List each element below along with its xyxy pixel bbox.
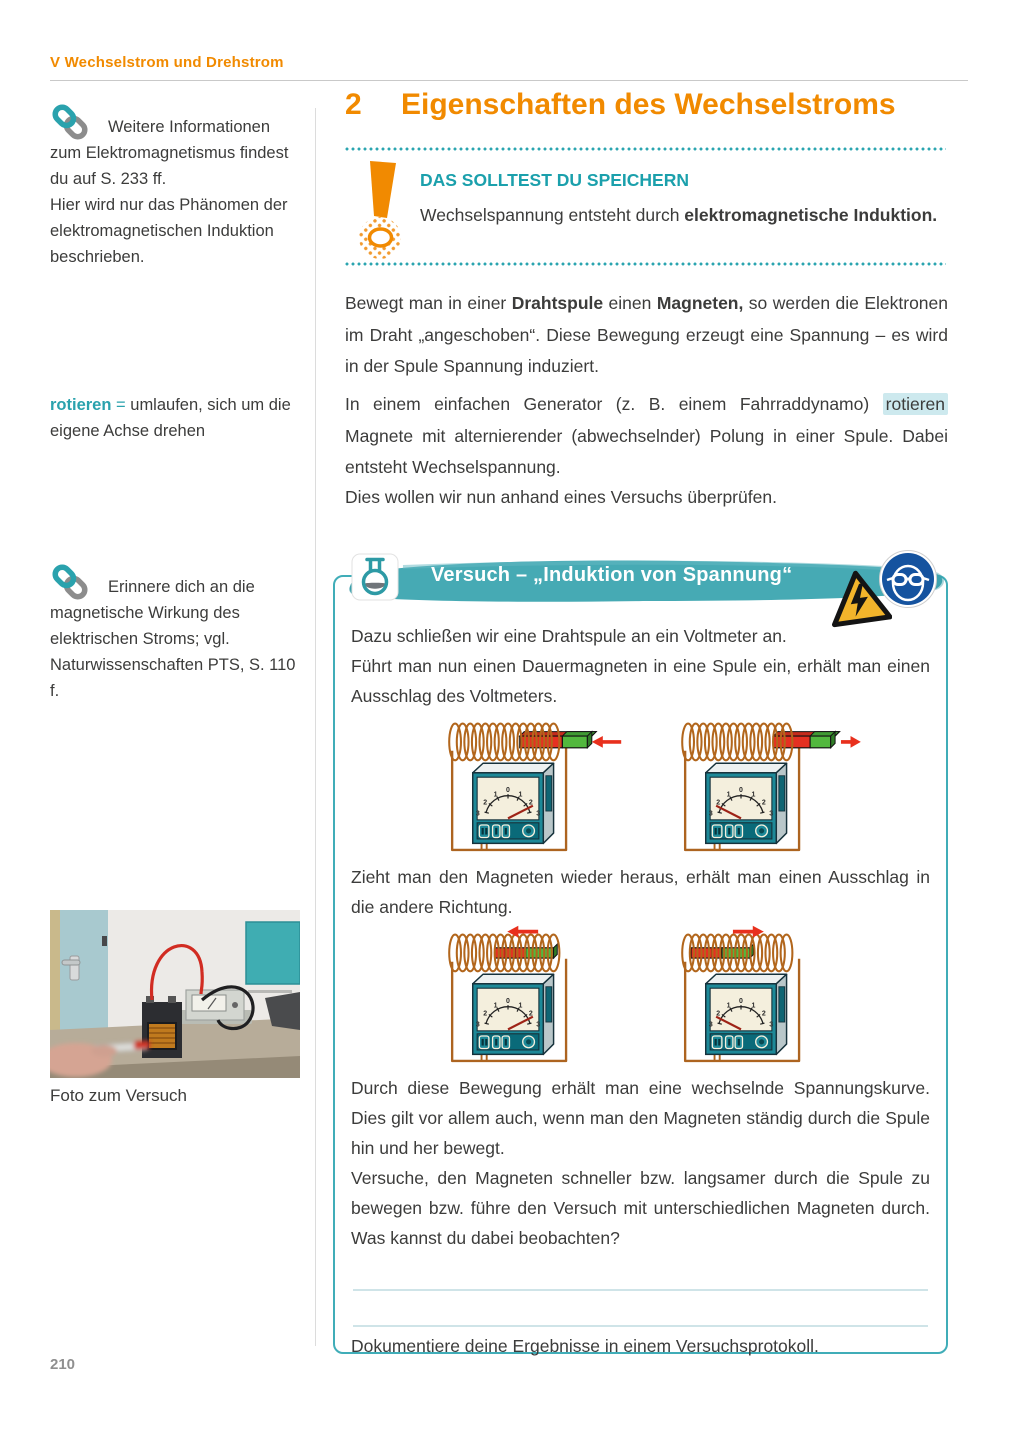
figure-magnet-move-right bbox=[670, 925, 862, 1072]
experiment-photo bbox=[50, 910, 300, 1078]
keyword-magnet: Magneten, bbox=[656, 293, 744, 313]
experiment-closing: Dokumentiere deine Ergebnisse in einem Versuchsprotokoll. bbox=[351, 1336, 819, 1356]
voltmeter bbox=[706, 974, 787, 1054]
body-text: Dies wollen wir nun anhand eines Versuchs überprüfen. bbox=[345, 487, 777, 507]
glossary-equals: = bbox=[116, 396, 126, 414]
safety-goggles-icon bbox=[878, 549, 938, 609]
voltmeter bbox=[473, 763, 554, 843]
margin-note-2 bbox=[50, 574, 296, 704]
figure-magnet-insert-left bbox=[437, 714, 629, 861]
voltmeter bbox=[473, 974, 554, 1054]
dotted-rule bbox=[345, 147, 946, 151]
body-text: Bewegt man in einer bbox=[345, 293, 512, 313]
glossary-note bbox=[50, 392, 296, 444]
body-text: so werden die Elektronen im Draht „angeschoben“. Diese Bewegung erzeugt eine Spannung – es wird in der Spule Spannung induziert. bbox=[345, 293, 949, 376]
experiment-step-3: Zieht man den Magneten wieder heraus, erhält man einen Ausschlag in die andere Richtung. bbox=[351, 867, 930, 917]
dotted-rule bbox=[345, 262, 946, 266]
body-text: einen bbox=[603, 293, 657, 313]
answer-line bbox=[353, 1259, 928, 1291]
keyword-drahtspule: Drahtspule bbox=[511, 293, 604, 313]
glossary-definition: umlaufen, sich um die eigene Achse drehen bbox=[50, 396, 291, 440]
paragraph-transition bbox=[345, 482, 948, 514]
figure-row-insert bbox=[437, 714, 930, 861]
column-divider bbox=[315, 108, 316, 1346]
section-heading bbox=[345, 88, 955, 122]
section-title: Eigenschaften des Wechselstroms bbox=[401, 88, 896, 121]
body-text: In einem einfachen Generator (z. B. einem Fahrraddynamo) bbox=[345, 394, 883, 414]
experiment-step-2: Führt man nun einen Dauermagneten in eine Spule ein, erhält man einen Ausschlag des Voltmeters. bbox=[351, 656, 930, 706]
body-text: Magnete mit alternierender (abwechselnder) Polung in einer Spule. Dabei entsteht Wechselspannung. bbox=[345, 425, 948, 477]
page-number: 210 bbox=[50, 1356, 76, 1373]
arrow-left bbox=[592, 736, 621, 748]
chapter-header: V Wechselstrom und Drehstrom bbox=[50, 54, 284, 71]
highlighted-term-rotieren: rotieren bbox=[883, 393, 948, 415]
section-number: 2 bbox=[345, 88, 362, 121]
experiment-box bbox=[333, 575, 948, 1354]
voltmeter bbox=[706, 763, 787, 843]
photo-caption: Foto zum Versuch bbox=[50, 1086, 188, 1105]
memo-body bbox=[420, 202, 948, 229]
margin-note-text: Hier wird nur das Phänomen der elektromagnetischen Induktion beschrieben. bbox=[50, 196, 288, 266]
paragraph-generator bbox=[345, 389, 948, 484]
door-frame bbox=[50, 910, 60, 1030]
memo-body-bold: elektromagnetische Induktion. bbox=[684, 205, 938, 225]
experiment-title: Versuch – „Induktion von Spannung“ bbox=[431, 564, 793, 586]
memo-title: DAS SOLLTEST DU SPEICHERN bbox=[420, 170, 690, 190]
margin-note-text: Erinnere dich an die magnetische Wirkung des elektrischen Stroms; vgl. Naturwissenschaften PTS, S. 110 f. bbox=[50, 578, 296, 700]
experiment-step-1: Dazu schließen wir eine Drahtspule an ein Voltmeter an. bbox=[351, 626, 787, 646]
wall-board bbox=[246, 922, 300, 984]
header-rule bbox=[50, 80, 968, 81]
answer-line bbox=[353, 1291, 928, 1327]
figure-magnet-withdraw-right bbox=[670, 714, 862, 861]
door-handle bbox=[62, 960, 80, 965]
margin-note-text: Weitere Informationen zum Elektromagnetismus findest du auf S. 233 ff. bbox=[50, 118, 289, 188]
margin-note-1 bbox=[50, 114, 296, 270]
memo-box bbox=[420, 167, 948, 229]
door bbox=[60, 910, 108, 1030]
glossary-term: rotieren bbox=[50, 396, 112, 414]
figure-row-withdraw bbox=[437, 925, 930, 1072]
exclamation-icon bbox=[352, 158, 406, 260]
experiment-task: Versuche, den Magneten schneller bzw. langsamer durch die Spule zu bewegen bzw. führe den Versuch mit unterschiedlichen Magneten durch. Was kannst du dabei beobachten? bbox=[351, 1168, 930, 1248]
arrow-right bbox=[841, 736, 861, 748]
paragraph-induction bbox=[345, 288, 948, 383]
flask-icon bbox=[351, 553, 399, 601]
experiment-result: Durch diese Bewegung erhält man eine wechselnde Spannungskurve. Dies gilt vor allem auch, wenn man den Magneten ständig durch die Spule hin und her bewegt. bbox=[351, 1078, 930, 1158]
memo-body-text: Wechselspannung entsteht durch bbox=[420, 205, 685, 225]
figure-magnet-move-left bbox=[437, 925, 629, 1072]
